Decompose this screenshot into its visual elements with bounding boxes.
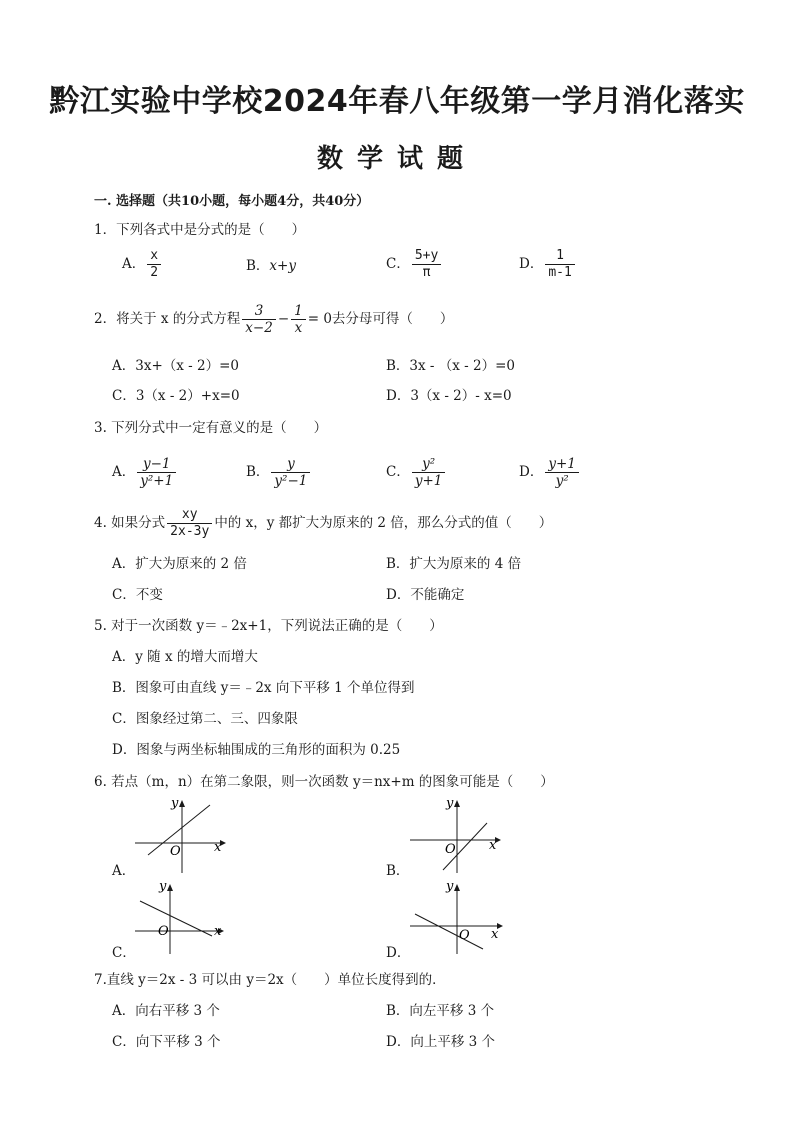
q2-fraction-1	[242, 303, 276, 336]
y-axis-arrow-icon	[454, 884, 460, 891]
q1-d-numerator: 1	[545, 248, 574, 265]
q7-option-d: D．向上平移 3 个	[386, 1034, 495, 1050]
q1-option-c	[386, 248, 443, 281]
q3-d-label: D．	[519, 464, 544, 480]
q6-graph-a	[130, 795, 230, 875]
q1-option-d	[519, 248, 577, 281]
q3-b-numerator: y	[271, 456, 310, 473]
q4-numerator: xy	[167, 507, 212, 524]
q2-stem-pre: 2．将关于 x 的分式方程	[94, 311, 241, 327]
q6-graph-c	[130, 876, 230, 956]
y-axis-label: y	[171, 796, 179, 811]
q4-fraction	[167, 507, 212, 540]
q1-option-b	[246, 257, 296, 275]
y-axis-label: y	[446, 879, 454, 894]
q1-d-fraction	[545, 248, 574, 281]
q4-stem-post: 中的 x，y 都扩大为原来的 2 倍，那么分式的值（ ）	[214, 515, 553, 531]
x-axis-label: x	[489, 838, 497, 853]
q7-option-a: A．向右平移 3 个	[112, 1003, 220, 1019]
q3-c-fraction	[412, 456, 446, 489]
q1-stem: 1．下列各式中是分式的是（ ）	[94, 222, 306, 238]
q3-option-d	[519, 456, 581, 489]
q1-c-denominator: π	[422, 265, 431, 280]
q3-d-numerator: y+1	[545, 456, 579, 473]
y-axis-label: y	[446, 796, 454, 811]
q7-option-c: C．向下平移 3 个	[112, 1034, 221, 1050]
exam-title: 黔江实验中学校2024年春八年级第一学月消化落实	[49, 84, 745, 119]
origin-label: O	[459, 928, 470, 943]
q3-b-fraction	[271, 456, 310, 489]
origin-label: O	[445, 842, 456, 857]
q5-option-c: C．图象经过第二、三、四象限	[112, 711, 298, 727]
y-axis-arrow-icon	[454, 800, 460, 807]
x-axis-label: x	[214, 924, 222, 939]
q3-a-label: A．	[112, 464, 136, 480]
exam-subtitle: 数学试题	[316, 144, 477, 174]
q3-a-denominator: y²+1	[140, 473, 174, 489]
q4-option-d: D．不能确定	[386, 587, 465, 603]
q6-graph-d	[405, 876, 505, 956]
q3-a-fraction	[137, 456, 176, 489]
q4-stem-pre: 4. 如果分式	[94, 515, 166, 531]
q1-d-denominator: m-1	[548, 265, 572, 280]
q1-a-numerator: x	[147, 248, 161, 265]
q2-option-c: C．3（x - 2）+x=0	[112, 388, 240, 404]
q4-denominator: 2x-3y	[170, 524, 210, 539]
q3-d-fraction	[545, 456, 579, 489]
q3-b-denominator: y²−1	[274, 473, 308, 489]
q3-stem: 3. 下列分式中一定有意义的是（ ）	[94, 420, 328, 436]
q2-fraction-2	[291, 303, 306, 336]
q6-a-label: A．	[112, 863, 136, 879]
q2-option-b: B．3x - （x - 2）=0	[386, 358, 516, 374]
q6-graph-b	[405, 795, 505, 875]
q2-option-a: A．3x+（x - 2）=0	[112, 358, 240, 374]
y-axis-label: y	[159, 879, 167, 894]
q6-c-label: C．	[112, 945, 136, 961]
y-axis-arrow-icon	[167, 884, 173, 891]
q3-option-a	[112, 456, 178, 489]
q5-stem: 5. 对于一次函数 y＝﹣2x+1，下列说法正确的是（ ）	[94, 618, 443, 634]
q3-c-label: C．	[386, 464, 410, 480]
origin-label: O	[170, 844, 181, 859]
q1-d-label: D．	[519, 256, 544, 272]
q7-option-b: B．向左平移 3 个	[386, 1003, 495, 1019]
q5-option-a: A．y 随 x 的增大而增大	[112, 649, 258, 665]
q2-stem	[94, 303, 453, 336]
q6-b-label: B．	[386, 863, 410, 879]
q3-c-numerator: y²	[412, 456, 446, 473]
x-axis-label: x	[214, 840, 222, 855]
q1-a-label: A．	[122, 256, 146, 272]
q3-d-denominator: y²	[555, 473, 569, 489]
y-axis-arrow-icon	[179, 800, 185, 807]
q2-f2-denominator: x	[294, 320, 303, 336]
q3-c-denominator: y+1	[414, 473, 443, 489]
q1-b-label: B．	[246, 258, 270, 274]
q2-f1-numerator: 3	[242, 303, 276, 320]
q4-stem	[94, 507, 552, 540]
q2-option-d: D．3（x - 2）- x=0	[386, 388, 512, 404]
q1-a-fraction	[147, 248, 161, 281]
q4-option-c: C．不变	[112, 587, 163, 603]
q5-option-d: D．图象与两坐标轴围成的三角形的面积为 0.25	[112, 742, 401, 758]
q2-f2-numerator: 1	[291, 303, 306, 320]
q4-option-a: A．扩大为原来的 2 倍	[112, 556, 247, 572]
q3-b-label: B．	[246, 464, 270, 480]
q3-option-b	[246, 456, 312, 489]
x-axis-label: x	[491, 927, 499, 942]
q2-minus: −	[277, 311, 290, 327]
section-heading: 一. 选择题（共10小题，每小题4分，共40分）	[94, 194, 370, 209]
q1-c-label: C．	[386, 256, 410, 272]
q1-b-text: x+y	[269, 258, 296, 274]
q1-option-a	[122, 248, 163, 281]
q7-stem: 7.直线 y＝2x - 3 可以由 y＝2x（ ）单位长度得到的．	[94, 972, 446, 988]
q3-a-numerator: y−1	[137, 456, 176, 473]
q1-c-fraction	[412, 248, 441, 281]
q2-stem-post: = 0去分母可得（ ）	[307, 311, 454, 327]
q1-c-numerator: 5+y	[412, 248, 441, 265]
q3-option-c	[386, 456, 447, 489]
q1-a-denominator: 2	[150, 265, 159, 280]
q6-stem: 6. 若点（m，n）在第二象限，则一次函数 y＝nx+m 的图象可能是（ ）	[94, 774, 554, 790]
q5-option-b: B．图象可由直线 y＝﹣2x 向下平移 1 个单位得到	[112, 680, 415, 696]
q2-f1-denominator: x−2	[245, 320, 273, 336]
q6-d-label: D．	[386, 945, 411, 961]
q4-option-b: B．扩大为原来的 4 倍	[386, 556, 522, 572]
origin-label: O	[158, 924, 169, 939]
function-line	[415, 914, 483, 949]
